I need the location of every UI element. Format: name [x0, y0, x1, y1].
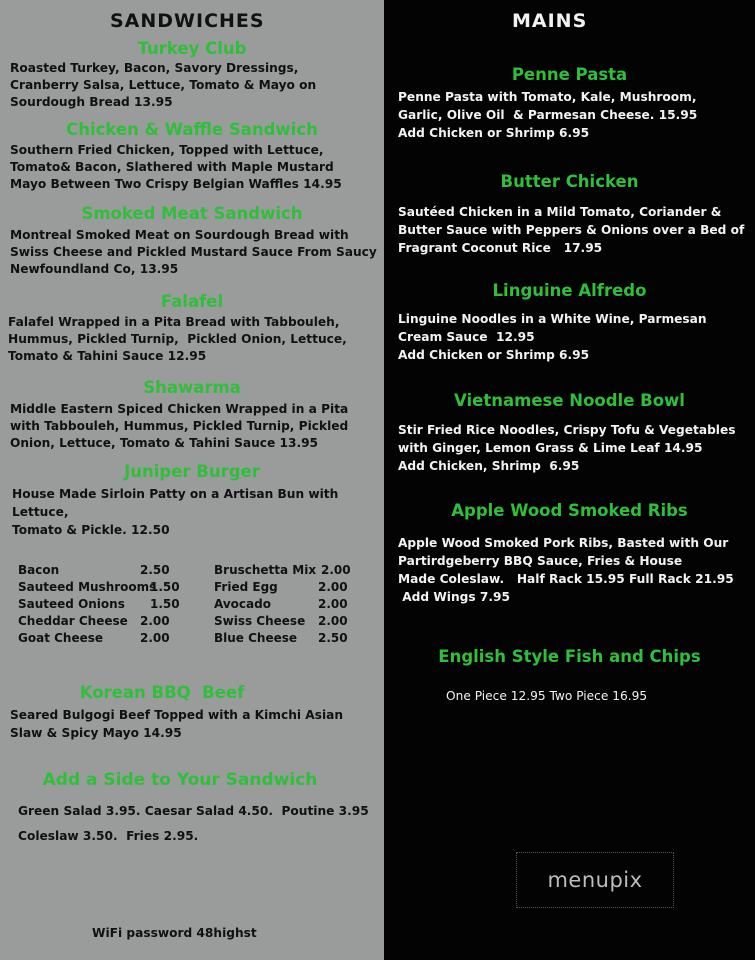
item-title-turkey-club: Turkey Club — [137, 39, 247, 58]
item-desc-butter-chicken: Sautéed Chicken in a Mild Tomato, Coriander & Butter Sauce with Peppers & Onions over a Bed of Fragrant Coconut Rice 17.95 — [398, 205, 745, 255]
item-desc-add-a-side: Green Salad 3.95. Caesar Salad 4.50. Poutine 3.95 Coleslaw 3.50. Fries 2.95. — [18, 804, 369, 843]
item-desc-smoked-meat: Montreal Smoked Meat on Sourdough Bread with Swiss Cheese and Pickled Mustard Sauce From Saucy Newfoundland Co, 13.95 — [10, 228, 377, 276]
item-title-juniper-burger: Juniper Burger — [124, 462, 260, 481]
mains-column — [384, 0, 755, 960]
item-desc-linguine-alfredo: Linguine Noodles in a White Wine, Parmesan Cream Sauce 12.95 Add Chicken or Shrimp 6.95 — [398, 312, 707, 362]
item-desc-vietnamese-noodle-bowl: Stir Fried Rice Noodles, Crispy Tofu & Vegetables with Ginger, Lemon Grass & Lime Leaf 14.95 Add Chicken, Shrimp 6.95 — [398, 423, 736, 473]
item-title-butter-chicken: Butter Chicken — [500, 172, 639, 191]
item-desc-juniper-burger: House Made Sirloin Patty on a Artisan Bun with Lettuce, Tomato & Pickle. 12.50 — [12, 487, 339, 537]
item-title-vietnamese-noodle-bowl: Vietnamese Noodle Bowl — [454, 391, 685, 410]
item-title-shawarma: Shawarma — [143, 378, 241, 397]
item-title-chicken-waffle: Chicken & Waffle Sandwich — [66, 120, 318, 139]
item-desc-fish-and-chips: One Piece 12.95 Two Piece 16.95 — [446, 689, 648, 703]
item-title-apple-wood-smoked-ribs: Apple Wood Smoked Ribs — [451, 501, 688, 520]
item-desc-chicken-waffle: Southern Fried Chicken, Topped with Lettuce, Tomato& Bacon, Slathered with Maple Mustard Mayo Between Two Crispy Belgian Waffles 14.95 — [10, 143, 342, 191]
item-desc-apple-wood-smoked-ribs: Apple Wood Smoked Pork Ribs, Basted with Our Partirdgeberry BBQ Sauce, Fries & House Made Coleslaw. Half Rack 15.95 Full Rack 21.95 Add Wings 7.95 — [398, 536, 734, 604]
item-desc-turkey-club: Roasted Turkey, Bacon, Savory Dressings, Cranberry Salsa, Lettuce, Tomato & Mayo on Sourdough Bread 13.95 — [10, 61, 317, 109]
addon-list-right: Bruschetta Mix 2.00 Fried Egg 2.00 Avocado 2.00 Swiss Cheese 2.00 Blue Cheese 2.50 — [214, 563, 351, 645]
item-title-penne-pasta: Penne Pasta — [511, 65, 628, 84]
wifi-password: WiFi password 48highst — [92, 926, 257, 940]
menupix-watermark: menupix — [516, 852, 674, 908]
mains-title: MAINS — [512, 10, 588, 32]
sandwiches-title: SANDWICHES — [110, 10, 265, 32]
item-title-add-a-side: Add a Side to Your Sandwich — [42, 770, 318, 790]
item-desc-penne-pasta: Penne Pasta with Tomato, Kale, Mushroom, Garlic, Olive Oil & Parmesan Cheese. 15.95 Add Chicken or Shrimp 6.95 — [398, 90, 698, 140]
item-desc-falafel: Falafel Wrapped in a Pita Bread with Tabbouleh, Hummus, Pickled Turnip, Pickled Onion, Lettuce, Tomato & Tahini Sauce 12.95 — [8, 315, 347, 363]
item-title-smoked-meat: Smoked Meat Sandwich — [81, 204, 303, 223]
item-title-falafel: Falafel — [160, 292, 224, 311]
item-desc-korean-bbq-beef: Seared Bulgogi Beef Topped with a Kimchi Asian Slaw & Spicy Mayo 14.95 — [10, 708, 344, 740]
item-title-fish-and-chips: English Style Fish and Chips — [438, 647, 701, 666]
item-title-linguine-alfredo: Linguine Alfredo — [492, 281, 647, 300]
item-title-korean-bbq-beef: Korean BBQ Beef — [79, 683, 245, 702]
item-desc-shawarma: Middle Eastern Spiced Chicken Wrapped in a Pita with Tabbouleh, Hummus, Pickled Turnip, Pickled Onion, Lettuce, Tomato & Tahini Sauce 13.95 — [10, 402, 349, 450]
addon-list-left: Bacon 2.50 Sauteed Mushrooms 1.50 Sauteed Onions 1.50 Cheddar Cheese 2.00 Goat Cheese 2.00 — [18, 563, 180, 645]
